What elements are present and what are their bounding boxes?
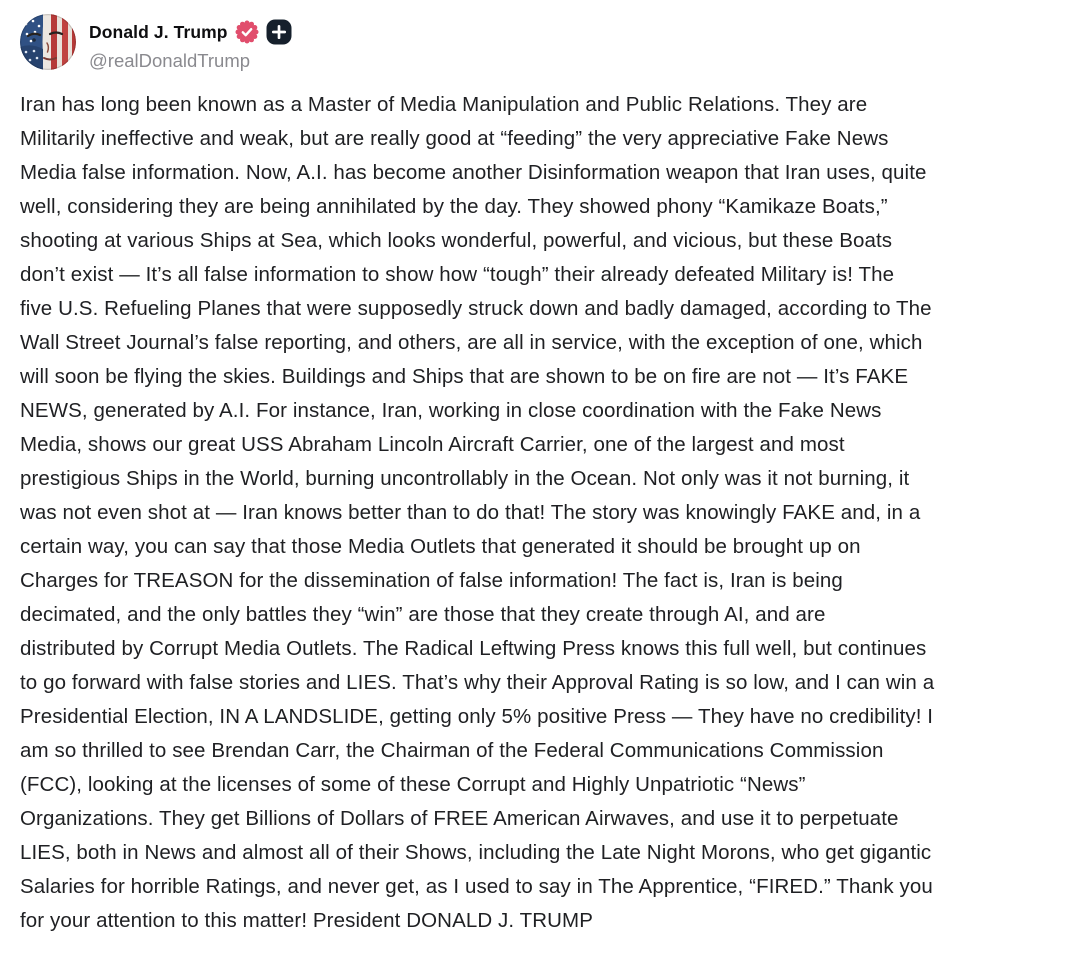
post-header (0, 0, 1072, 72)
post-text-line: was not even shot at — Iran knows better than to do that! The story was knowingly FAKE and, in a (20, 501, 921, 524)
post-text-line: five U.S. Refueling Planes that were supposedly struck down and badly damaged, according to The (20, 297, 932, 320)
post-text-line: will soon be flying the skies. Buildings and Ships that are shown to be on fire are not — It’s FAKE (20, 365, 909, 388)
avatar[interactable] (20, 14, 76, 70)
flag-face-avatar-image (20, 14, 76, 70)
post-text-line: Charges for TREASON for the dissemination of false information! The fact is, Iran is being (20, 569, 843, 592)
post-text-line: Wall Street Journal’s false reporting, and others, are all in service, with the exception of one, which (20, 331, 923, 354)
user-handle[interactable]: @realDonaldTrump (89, 50, 251, 71)
post-text-line: LIES, both in News and almost all of their Shows, including the Late Night Morons, who get gigantic (20, 841, 932, 864)
post-text-line: Organizations. They get Billions of Dollars of FREE American Airwaves, and use it to perpetuate (20, 807, 899, 830)
post-text-line: don’t exist — It’s all false information to show how “tough” their already defeated Military is! The (20, 263, 895, 286)
post-text-line: shooting at various Ships at Sea, which looks wonderful, powerful, and vicious, but these Boats (20, 229, 893, 252)
plus-badge-icon[interactable] (266, 19, 292, 45)
post-text-line: distributed by Corrupt Media Outlets. The Radical Leftwing Press knows this full well, but continues (20, 637, 927, 660)
post-text-line: to go forward with false stories and LIES. That’s why their Approval Rating is so low, and I can win a (20, 671, 935, 694)
post-text-line: well, considering they are being annihilated by the day. They showed phony “Kamikaze Boats,” (20, 195, 888, 218)
post-text-line: am so thrilled to see Brendan Carr, the Chairman of the Federal Communications Commission (20, 739, 884, 762)
name-row (89, 19, 292, 45)
post-text-line: Presidential Election, IN A LANDSLIDE, getting only 5% positive Press — They have no credibility! I (20, 705, 934, 728)
verified-badge-icon (235, 20, 259, 44)
identity-block (89, 14, 292, 72)
post-text-line: NEWS, generated by A.I. For instance, Iran, working in close coordination with the Fake News (20, 399, 882, 422)
post-text-line: for your attention to this matter! President DONALD J. TRUMP (20, 909, 593, 932)
post-text-line: Iran has long been known as a Master of Media Manipulation and Public Relations. They are (20, 93, 868, 116)
post-text-line: Media false information. Now, A.I. has become another Disinformation weapon that Iran uses, quite (20, 161, 927, 184)
post-text-line: Militarily ineffective and weak, but are really good at “feeding” the very appreciative Fake News (20, 127, 889, 150)
display-name[interactable]: Donald J. Trump (89, 21, 228, 42)
post-text-line: Media, shows our great USS Abraham Lincoln Aircraft Carrier, one of the largest and most (20, 433, 845, 456)
post-text-line: certain way, you can say that those Media Outlets that generated it should be brought up on (20, 535, 861, 558)
post-body (0, 88, 1072, 938)
post-text-line: Salaries for horrible Ratings, and never get, as I used to say in The Apprentice, “FIRED.” Thank you (20, 875, 933, 898)
post-text-line: (FCC), looking at the licenses of some of these Corrupt and Highly Unpatriotic “News” (20, 773, 806, 796)
post-text-line: prestigious Ships in the World, burning uncontrollably in the Ocean. Not only was it not burning, it (20, 467, 910, 490)
post-text-line: decimated, and the only battles they “win” are those that they create through AI, and are (20, 603, 826, 626)
